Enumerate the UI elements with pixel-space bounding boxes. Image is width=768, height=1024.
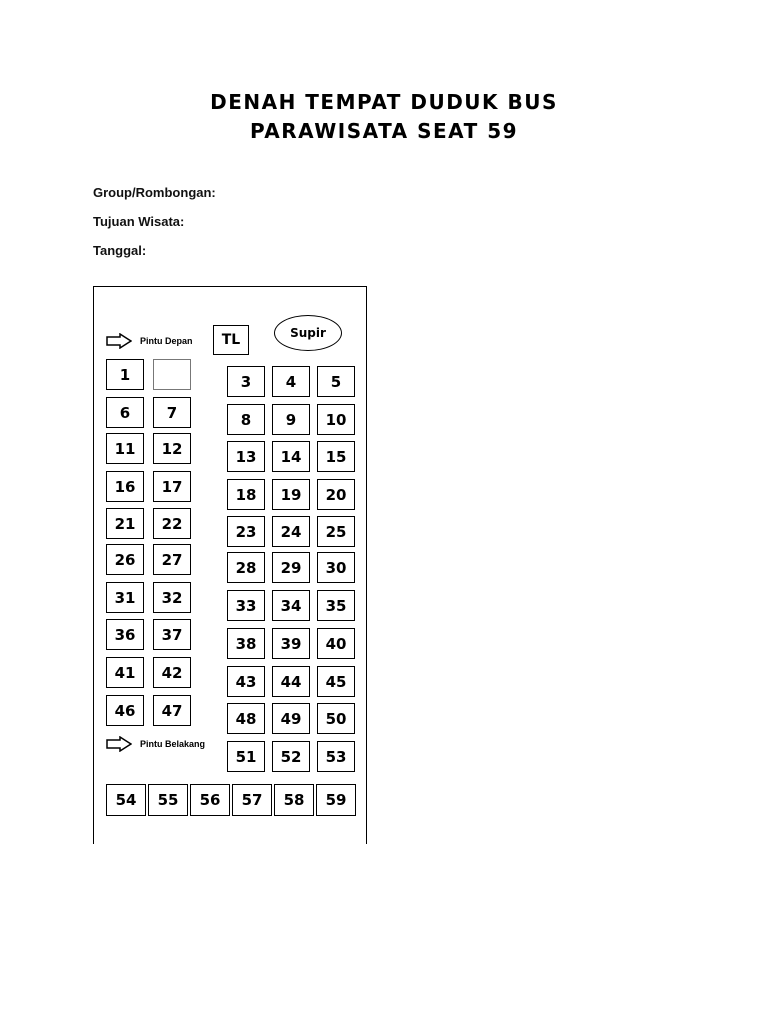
seat-12: 12 <box>153 433 191 464</box>
seat-4: 4 <box>272 366 310 397</box>
tour-leader-seat: TL <box>213 325 249 355</box>
seat-6: 6 <box>106 397 144 428</box>
rear-door-indicator <box>106 736 205 752</box>
driver-seat: Supir <box>274 315 342 351</box>
seat-10: 10 <box>317 404 355 435</box>
seat-20: 20 <box>317 479 355 510</box>
seat-22: 22 <box>153 508 191 539</box>
seat-31: 31 <box>106 582 144 613</box>
seat-40: 40 <box>317 628 355 659</box>
seat-37: 37 <box>153 619 191 650</box>
front-door-indicator <box>106 333 193 349</box>
seat-3: 3 <box>227 366 265 397</box>
seat-48: 48 <box>227 703 265 734</box>
seat-24: 24 <box>272 516 310 547</box>
seat-38: 38 <box>227 628 265 659</box>
document-title-line1: DENAH TEMPAT DUDUK BUS <box>210 90 558 114</box>
seat-28: 28 <box>227 552 265 583</box>
seat-15: 15 <box>317 441 355 472</box>
seat-5: 5 <box>317 366 355 397</box>
seat-30: 30 <box>317 552 355 583</box>
seat-36: 36 <box>106 619 144 650</box>
seat-43: 43 <box>227 666 265 697</box>
seat-54: 54 <box>106 784 146 816</box>
seat-47: 47 <box>153 695 191 726</box>
seat-52: 52 <box>272 741 310 772</box>
seat-18: 18 <box>227 479 265 510</box>
seat-29: 29 <box>272 552 310 583</box>
seat-49: 49 <box>272 703 310 734</box>
seat-39: 39 <box>272 628 310 659</box>
seat-26: 26 <box>106 544 144 575</box>
seat-59: 59 <box>316 784 356 816</box>
seat-8: 8 <box>227 404 265 435</box>
seat-empty <box>153 359 191 390</box>
seat-17: 17 <box>153 471 191 502</box>
arrow-right-icon <box>106 333 132 349</box>
seat-42: 42 <box>153 657 191 688</box>
seat-41: 41 <box>106 657 144 688</box>
front-door-label: Pintu Depan <box>140 336 193 346</box>
seat-14: 14 <box>272 441 310 472</box>
seat-45: 45 <box>317 666 355 697</box>
arrow-right-icon <box>106 736 132 752</box>
seat-32: 32 <box>153 582 191 613</box>
seat-1: 1 <box>106 359 144 390</box>
seat-35: 35 <box>317 590 355 621</box>
seat-58: 58 <box>274 784 314 816</box>
seat-34: 34 <box>272 590 310 621</box>
seat-23: 23 <box>227 516 265 547</box>
document-title-line2: PARAWISATA SEAT 59 <box>249 119 519 143</box>
seat-27: 27 <box>153 544 191 575</box>
seat-51: 51 <box>227 741 265 772</box>
seat-25: 25 <box>317 516 355 547</box>
group-field-label: Group/Rombongan: <box>93 185 216 200</box>
seat-16: 16 <box>106 471 144 502</box>
seat-19: 19 <box>272 479 310 510</box>
rear-door-label: Pintu Belakang <box>140 739 206 749</box>
seat-13: 13 <box>227 441 265 472</box>
seat-57: 57 <box>232 784 272 816</box>
seat-33: 33 <box>227 590 265 621</box>
seat-55: 55 <box>148 784 188 816</box>
seat-21: 21 <box>106 508 144 539</box>
seat-9: 9 <box>272 404 310 435</box>
seat-11: 11 <box>106 433 144 464</box>
seat-44: 44 <box>272 666 310 697</box>
seat-7: 7 <box>153 397 191 428</box>
date-field-label: Tanggal: <box>93 243 147 258</box>
seat-53: 53 <box>317 741 355 772</box>
seat-50: 50 <box>317 703 355 734</box>
destination-field-label: Tujuan Wisata: <box>93 214 185 229</box>
seat-56: 56 <box>190 784 230 816</box>
seat-46: 46 <box>106 695 144 726</box>
